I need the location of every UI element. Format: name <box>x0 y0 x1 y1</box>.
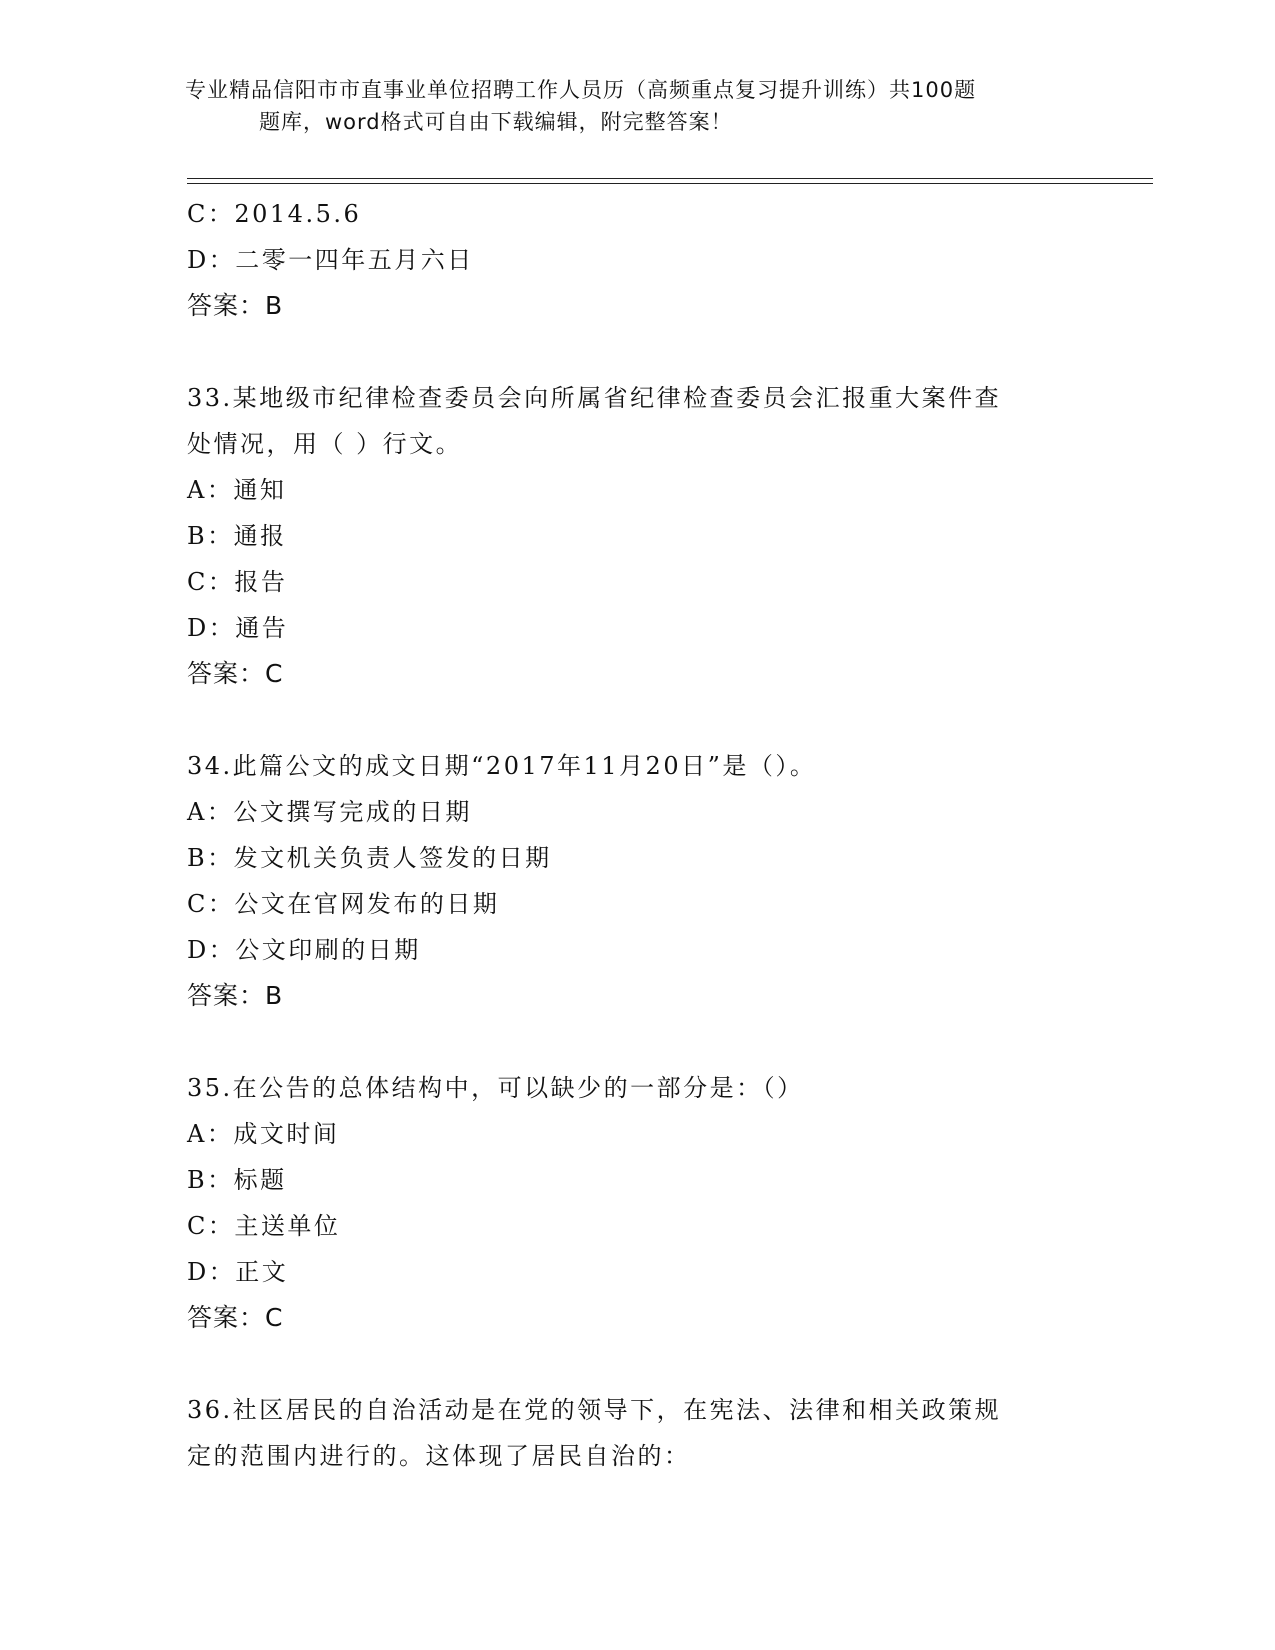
question-content <box>187 191 1087 1479</box>
option-a: A：公文撰写完成的日期 <box>187 798 472 826</box>
option-c: C：主送单位 <box>187 1212 341 1240</box>
header-divider-top <box>187 178 1153 179</box>
answer: 答案：B <box>187 291 284 320</box>
option-c: C：公文在官网发布的日期 <box>187 890 500 918</box>
document-header <box>185 74 1085 138</box>
answer: 答案：C <box>187 659 284 688</box>
question-stem-continued: 定的范围内进行的。这体现了居民自治的： <box>187 1442 691 1470</box>
option-c: C：报告 <box>187 568 288 596</box>
question-stem-continued: 处情况，用（ ）行文。 <box>187 430 463 458</box>
header-title-line2: 题库，word格式可自由下载编辑，附完整答案！ <box>259 110 733 134</box>
option-a: A：成文时间 <box>187 1120 340 1148</box>
answer: 答案：C <box>187 1303 284 1332</box>
option-d: D：正文 <box>187 1258 289 1286</box>
answer: 答案：B <box>187 981 284 1010</box>
option-d: D：二零一四年五月六日 <box>187 246 474 274</box>
question-stem: 35.在公告的总体结构中，可以缺少的一部分是：（） <box>187 1074 804 1102</box>
header-title-line1: 专业精品信阳市市直事业单位招聘工作人员历（高频重点复习提升训练）共100题 <box>185 78 977 102</box>
option-b: B：标题 <box>187 1166 287 1194</box>
question-stem: 34.此篇公文的成文日期“2017年11月20日”是（）。 <box>187 752 817 780</box>
option-d: D：通告 <box>187 614 289 642</box>
header-divider-bottom <box>187 183 1153 184</box>
question-stem: 36.社区居民的自治活动是在党的领导下，在宪法、法律和相关政策规 <box>187 1396 1002 1424</box>
question-stem: 33.某地级市纪律检查委员会向所属省纪律检查委员会汇报重大案件查 <box>187 384 1002 412</box>
option-c: C：2014.5.6 <box>187 200 362 228</box>
option-d: D：公文印刷的日期 <box>187 936 421 964</box>
option-b: B：发文机关负责人签发的日期 <box>187 844 552 872</box>
option-b: B：通报 <box>187 522 287 550</box>
option-a: A：通知 <box>187 476 287 504</box>
